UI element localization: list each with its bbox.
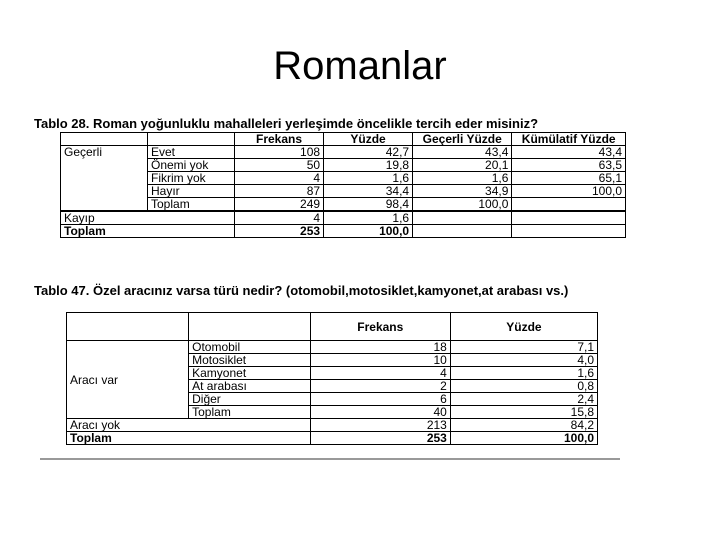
cell: 7,1 xyxy=(450,341,597,354)
cell xyxy=(512,198,626,212)
cell: 84,2 xyxy=(450,419,597,432)
cell: 43,4 xyxy=(512,146,626,159)
row-label-toplam: Toplam xyxy=(67,432,311,445)
cell: 4 xyxy=(235,172,324,185)
cell: 10 xyxy=(310,354,450,367)
cell: 100,0 xyxy=(413,198,512,212)
cell: 100,0 xyxy=(512,185,626,198)
col-yuzde: Yüzde xyxy=(450,313,597,341)
cell: 18 xyxy=(310,341,450,354)
cell: 34,9 xyxy=(413,185,512,198)
row-label: Fikrim yok xyxy=(148,172,235,185)
cell: 42,7 xyxy=(324,146,413,159)
row-label: Toplam xyxy=(189,406,311,419)
cell: 2 xyxy=(310,380,450,393)
cell: 6 xyxy=(310,393,450,406)
cell: 1,6 xyxy=(413,172,512,185)
cell: 108 xyxy=(235,146,324,159)
cell: 20,1 xyxy=(413,159,512,172)
cell: 34,4 xyxy=(324,185,413,198)
cell: 249 xyxy=(235,198,324,212)
cell: 4 xyxy=(310,367,450,380)
cell: 100,0 xyxy=(324,225,413,238)
row-label: At arabası xyxy=(189,380,311,393)
cell: 19,8 xyxy=(324,159,413,172)
cell: 1,6 xyxy=(324,211,413,225)
cell: 4,0 xyxy=(450,354,597,367)
row-label: Motosiklet xyxy=(189,354,311,367)
table28-caption: Tablo 28. Roman yoğunluklu mahalleleri yerleşimde öncelikle tercih eder misiniz? xyxy=(34,116,539,131)
row-label: Kamyonet xyxy=(189,367,311,380)
col-gecerli-yuzde: Geçerli Yüzde xyxy=(413,133,512,146)
col-kumulatif-yuzde: Kümülatif Yüzde xyxy=(512,133,626,146)
row-label-araci-yok: Aracı yok xyxy=(67,419,311,432)
row-label: Hayır xyxy=(148,185,235,198)
row-label: Diğer xyxy=(189,393,311,406)
cell xyxy=(512,225,626,238)
cell: 213 xyxy=(310,419,450,432)
cell xyxy=(413,211,512,225)
cell: 253 xyxy=(310,432,450,445)
cell: 1,6 xyxy=(450,367,597,380)
row-label-kayip: Kayıp xyxy=(61,211,235,225)
row-label: Önemi yok xyxy=(148,159,235,172)
col-yuzde: Yüzde xyxy=(324,133,413,146)
cell: 0,8 xyxy=(450,380,597,393)
group-araci-var: Aracı var xyxy=(67,341,189,419)
table47 xyxy=(66,312,598,445)
group-gecerli: Geçerli xyxy=(61,146,148,212)
col-frekans: Frekans xyxy=(310,313,450,341)
cell: 4 xyxy=(235,211,324,225)
cell: 98,4 xyxy=(324,198,413,212)
cell: 15,8 xyxy=(450,406,597,419)
cell: 50 xyxy=(235,159,324,172)
cell: 253 xyxy=(235,225,324,238)
row-label: Evet xyxy=(148,146,235,159)
table28 xyxy=(60,132,626,238)
cell: 65,1 xyxy=(512,172,626,185)
cell: 100,0 xyxy=(450,432,597,445)
cell: 63,5 xyxy=(512,159,626,172)
cell xyxy=(413,225,512,238)
cell: 2,4 xyxy=(450,393,597,406)
row-label-toplam: Toplam xyxy=(61,225,235,238)
row-label: Otomobil xyxy=(189,341,311,354)
cell: 87 xyxy=(235,185,324,198)
cell: 43,4 xyxy=(413,146,512,159)
cell xyxy=(512,211,626,225)
col-frekans: Frekans xyxy=(235,133,324,146)
row-label: Toplam xyxy=(148,198,235,212)
cell: 40 xyxy=(310,406,450,419)
divider xyxy=(40,458,620,460)
table47-caption: Tablo 47. Özel aracınız varsa türü nedir? (otomobil,motosiklet,kamyonet,at arabası vs.) xyxy=(34,283,569,298)
page-title: Romanlar xyxy=(273,44,447,88)
cell: 1,6 xyxy=(324,172,413,185)
